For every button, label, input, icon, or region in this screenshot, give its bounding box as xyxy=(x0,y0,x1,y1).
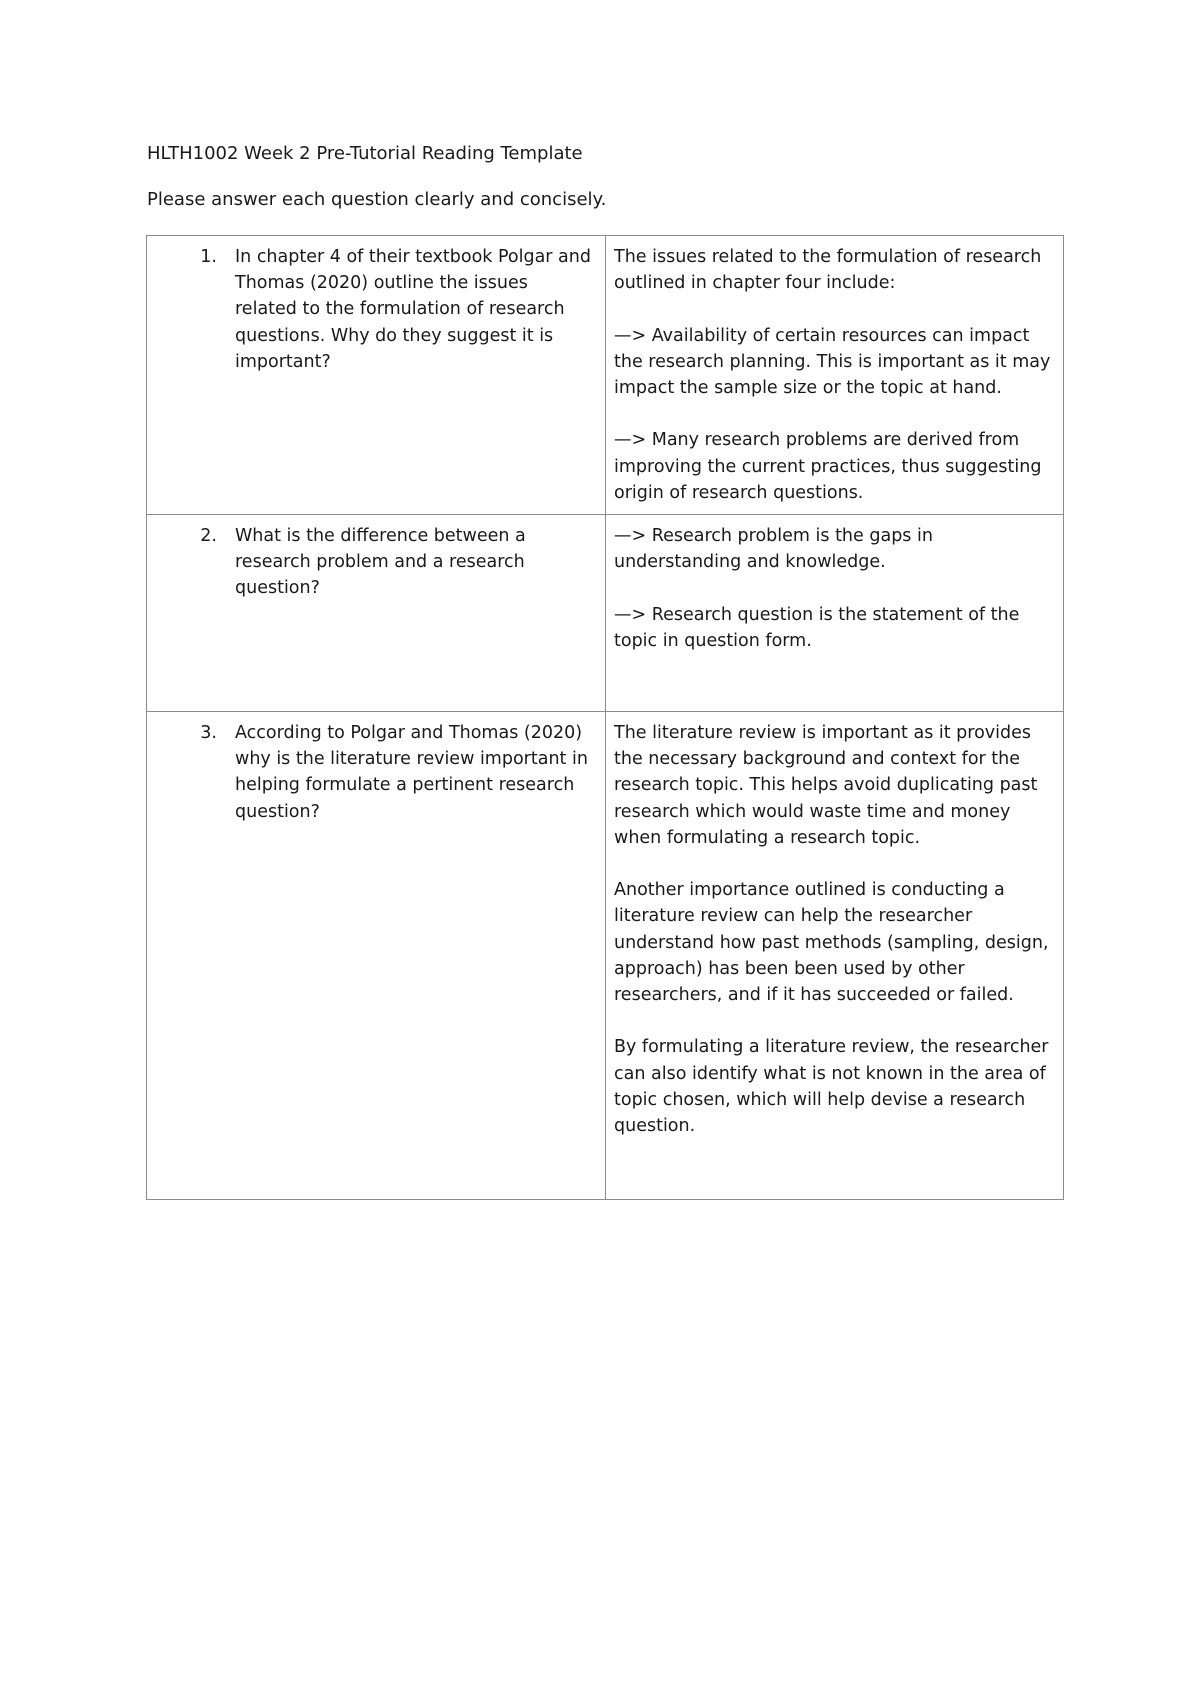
answer-paragraph: —> Availability of certain resources can impact the research planning. This is important as it may impact the sample size or the topic at hand. xyxy=(614,325,1051,398)
answer-cell xyxy=(606,236,1064,515)
question-cell xyxy=(147,712,606,1200)
answer-paragraph: —> Research question is the statement of the topic in question form. xyxy=(614,604,1020,651)
answer-paragraph: Another importance outlined is conducting a literature review can help the researcher understand how past methods (sampling, design, approach) has been been used by other researchers, and if it has succeeded or failed. xyxy=(614,880,1049,1006)
answer-paragraph: The issues related to the formulation of research outlined in chapter four include: xyxy=(614,247,1042,294)
answer-paragraph: —> Many research problems are derived from improving the current practices, thus suggesting origin of research questions. xyxy=(614,430,1042,503)
answer-cell xyxy=(606,712,1064,1200)
table-row xyxy=(147,515,1064,712)
document-title: HLTH1002 Week 2 Pre-Tutorial Reading Template xyxy=(147,143,583,164)
question-text: What is the difference between a research problem and a research question? xyxy=(235,526,526,599)
question-cell xyxy=(147,515,606,712)
question-number: 1. xyxy=(200,247,217,267)
question-text: According to Polgar and Thomas (2020) why is the literature review important in helping formulate a pertinent research question? xyxy=(235,723,588,822)
question-cell xyxy=(147,236,606,515)
document-instruction: Please answer each question clearly and concisely. xyxy=(147,189,607,210)
question-number: 3. xyxy=(200,723,217,743)
question-answer-table xyxy=(146,235,1064,1200)
table-row xyxy=(147,712,1064,1200)
answer-paragraph: —> Research problem is the gaps in understanding and knowledge. xyxy=(614,526,933,573)
answer-cell xyxy=(606,515,1064,712)
question-text: In chapter 4 of their textbook Polgar and Thomas (2020) outline the issues related to the formulation of research questions. Why do they suggest it is important? xyxy=(235,247,591,372)
table-row xyxy=(147,236,1064,515)
question-number: 2. xyxy=(200,526,217,546)
answer-paragraph: The literature review is important as it provides the necessary background and context for the research topic. This helps avoid duplicating past research which would waste time and money when formulating a research topic. xyxy=(614,723,1038,848)
answer-paragraph: By formulating a literature review, the researcher can also identify what is not known in the area of topic chosen, which will help devise a research question. xyxy=(614,1037,1049,1137)
